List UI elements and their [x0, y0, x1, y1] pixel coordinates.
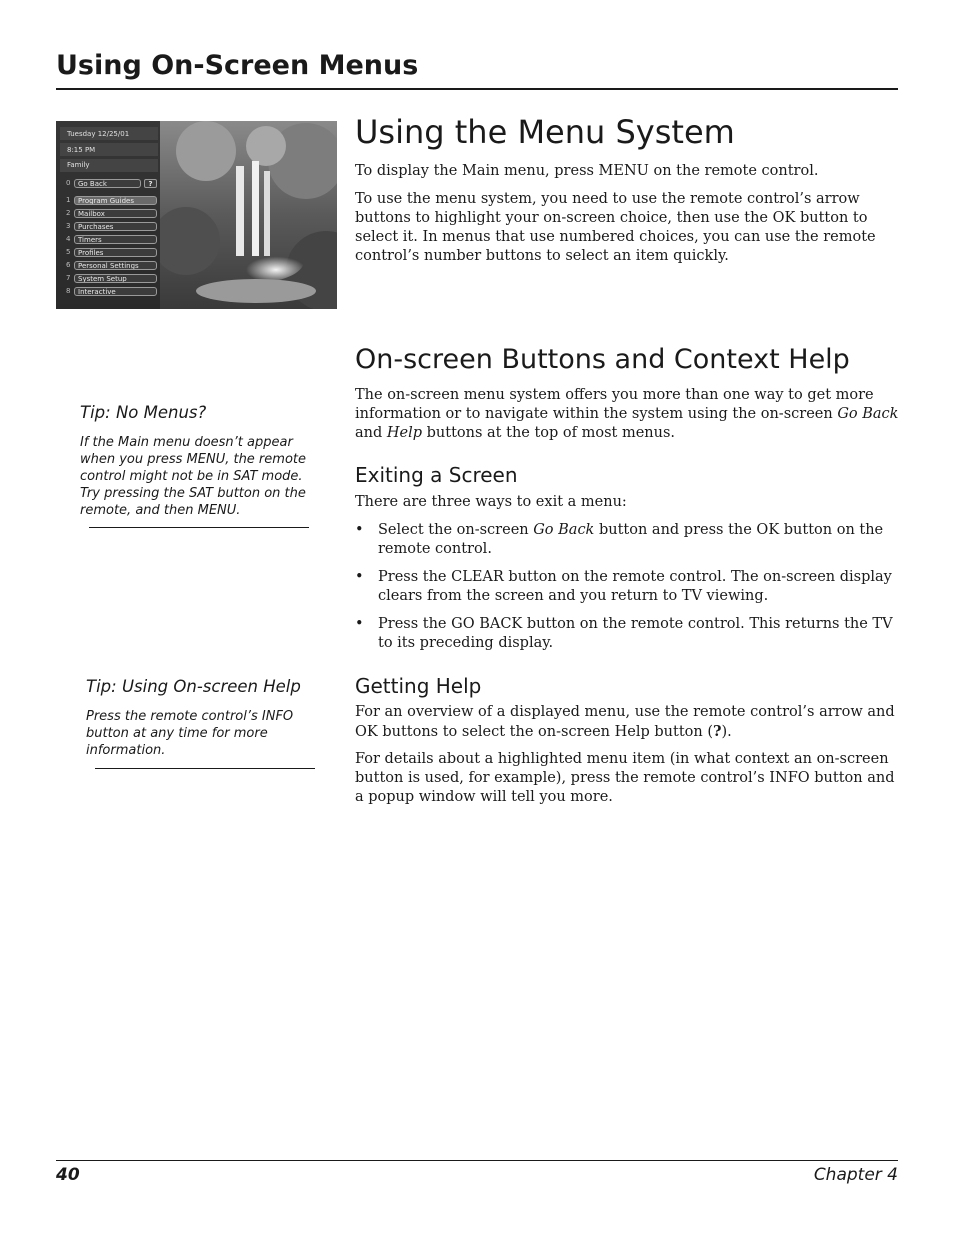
tv-date: Tuesday 12/25/01	[67, 130, 130, 138]
section-title-menu-system: Using the Menu System	[355, 113, 735, 151]
tv-menu-item: 7 System Setup	[60, 273, 158, 284]
tv-menu-item: 1 Program Guides	[60, 195, 158, 206]
paragraph: To use the menu system, you need to use the remote control’s arrow buttons to highlight your on-screen choice, then use the OK button to select it. In menus that use numbered choices, you can use the remote control’s number buttons to select an item quickly.	[355, 191, 876, 264]
tv-menu-item: 6 Personal Settings	[60, 260, 158, 271]
paragraph: To display the Main menu, press MENU on the remote control.	[355, 163, 819, 179]
tv-go-back-button: Go Back	[74, 179, 141, 188]
tip-title-no-menus: Tip: No Menus?	[80, 403, 207, 422]
subsection-title-exiting: Exiting a Screen	[355, 463, 518, 487]
footer-rule	[56, 1160, 898, 1161]
section-header-title: Using On-Screen Menus	[56, 50, 419, 81]
chapter-label: Chapter 4	[813, 1165, 898, 1185]
subsection-title-getting-help: Getting Help	[355, 674, 482, 698]
tv-time: 8:15 PM	[67, 146, 96, 154]
paragraph: The on-screen menu system offers you more than one way to get more information or to navigate within the system using the on-screen Go Back and Help buttons at the top of most menus.	[355, 387, 899, 441]
paragraph: For an overview of a displayed menu, use the remote control’s arrow and OK buttons to select the on-screen Help button (?).	[355, 704, 895, 740]
tv-help-button: ?	[144, 179, 157, 188]
tip-rule	[95, 768, 315, 769]
paragraph: For details about a highlighted menu item (in what context an on-screen button is used, for example), press the remote control’s INFO button and a popup window will tell you more.	[355, 751, 895, 805]
tv-menu-item: 2 Mailbox	[60, 208, 158, 219]
section-title-onscreen-buttons: On-screen Buttons and Context Help	[355, 344, 850, 375]
tv-screen-image	[56, 121, 337, 309]
tip-body-onscreen-help: Press the remote control’s INFO button at any time for more information.	[86, 709, 294, 758]
tv-menu-item: 8 Interactive	[60, 286, 158, 297]
tv-menu-item: 4 Timers	[60, 234, 158, 245]
tip-rule	[89, 527, 309, 528]
tip-body-no-menus: If the Main menu doesn’t appear when you press MENU, the remote control might not be in SAT mode. Try pressing the SAT button on the remote, and then MENU.	[80, 435, 306, 518]
tv-profile: Family	[67, 161, 90, 169]
header-rule	[56, 88, 898, 90]
tv-main-menu	[56, 121, 160, 309]
tv-menu-item: 5 Profiles	[60, 247, 158, 258]
tv-menu-item: 3 Purchases	[60, 221, 158, 232]
page-number: 40	[56, 1165, 80, 1185]
tip-title-onscreen-help: Tip: Using On-screen Help	[86, 677, 301, 696]
paragraph: There are three ways to exit a menu:	[355, 494, 627, 510]
tv-go-back-row: 0 Go Back ?	[60, 178, 158, 189]
